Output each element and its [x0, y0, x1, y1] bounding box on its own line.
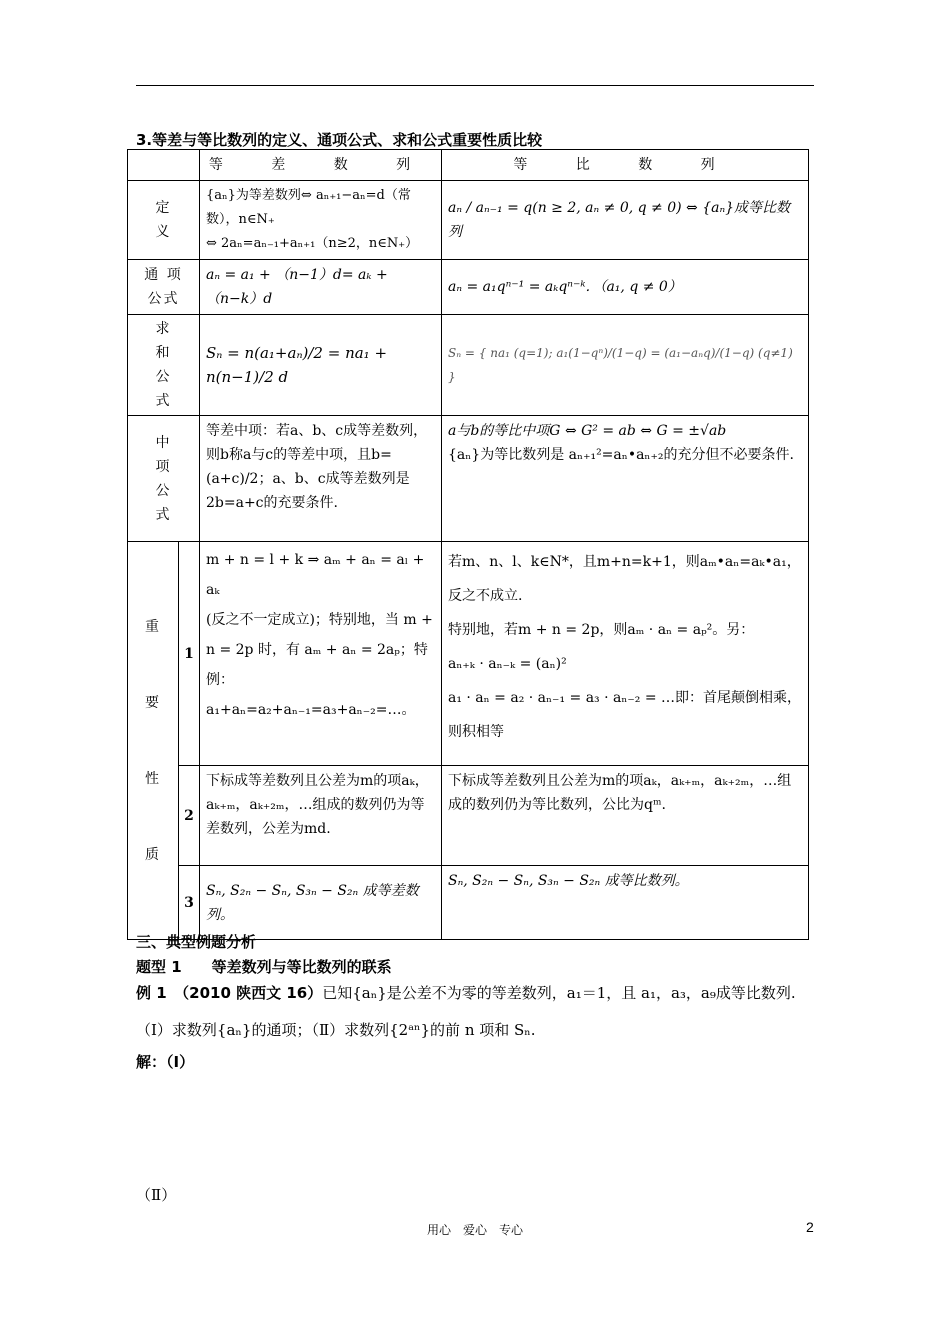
- label-properties: 重 要 性 质: [128, 542, 179, 940]
- page-footer: 用心 爱心 专心: [426, 1223, 523, 1237]
- row-property-2: [128, 766, 809, 866]
- property-3-arithmetic: Sₙ, S₂ₙ − Sₙ, S₃ₙ − S₂ₙ 成等差数列。: [200, 866, 442, 940]
- row-middle-term: [128, 416, 809, 542]
- label-general-term: 通 项 公式: [128, 260, 200, 315]
- geometric-mean-condition: {aₙ}为等比数列是 aₙ₊₁²=aₙ•aₙ₊₂的充分但不必要条件.: [448, 447, 794, 463]
- example1: [136, 983, 796, 1003]
- definition-arithmetic: {aₙ}为等差数列⇔ aₙ₊₁−aₙ=d（常数），n∈N₊ ⇔ 2aₙ=aₙ₋₁+aₙ₊₁（n≥2，n∈N₊）: [200, 181, 442, 260]
- example1-label: 例 1 （2010 陕西文 16）: [136, 984, 323, 1002]
- property-number: 2: [179, 766, 200, 866]
- middle-term-geometric: [442, 416, 809, 542]
- label-definition: 定 义: [128, 181, 200, 260]
- example1-text: 已知{aₙ}是公差不为零的等差数列，a₁＝1，且 a₁，a₃，a₉成等比数列.: [322, 984, 796, 1002]
- type1-title: 题型 1 等差数列与等比数列的联系: [136, 958, 392, 976]
- general-term-geometric: aₙ = a₁qⁿ⁻¹ = aₖqⁿ⁻ᵏ．（a₁, q ≠ 0）: [442, 260, 809, 315]
- header-geometric: 等 比 数 列: [442, 150, 809, 181]
- part2-label: （Ⅱ）: [136, 1186, 177, 1204]
- sum-arithmetic: Sₙ = n(a₁+aₙ)/2 = na₁ + n(n−1)/2 d: [200, 315, 442, 416]
- section-title: 3.等差与等比数列的定义、通项公式、求和公式重要性质比较: [136, 131, 543, 149]
- property-2-geometric: 下标成等差数列且公差为m的项aₖ，aₖ₊ₘ，aₖ₊₂ₘ，…组成的数列仍为等比数列，公比为qᵐ.: [442, 766, 809, 866]
- header-arithmetic: 等 差 数 列: [200, 150, 442, 181]
- row-sum: [128, 315, 809, 416]
- row-general-term: [128, 260, 809, 315]
- general-term-arithmetic: aₙ = a₁ + （n−1）d= aₖ + （n−k）d: [200, 260, 442, 315]
- example1-questions: （Ⅰ）求数列{aₙ}的通项；（Ⅱ）求数列{2ᵃⁿ}的前 n 项和 Sₙ.: [136, 1021, 536, 1039]
- property-2-arithmetic: 下标成等差数列且公差为m的项aₖ，aₖ₊ₘ，aₖ₊₂ₘ，…组成的数列仍为等差数列，公差为md.: [200, 766, 442, 866]
- label-middle-term: 中 项 公 式: [128, 416, 200, 542]
- label-sum: 求 和 公 式: [128, 315, 200, 416]
- header-rule: [136, 85, 814, 86]
- middle-term-arithmetic: 等差中项：若a、b、c成等差数列，则b称a与c的等差中项，且b=(a+c)/2；a、b、c成等差数列是2b=a+c的充要条件.: [200, 416, 442, 542]
- part3-title: 三、典型例题分析: [136, 933, 257, 951]
- property-number: 1: [179, 542, 200, 766]
- definition-geometric: aₙ / aₙ₋₁ = q(n ≥ 2, aₙ ≠ 0, q ≠ 0) ⇔ {aₙ}成等比数列: [442, 181, 809, 260]
- solution-label: 解：（Ⅰ）: [136, 1053, 195, 1071]
- property-1-geometric: 若m、n、l、k∈N*，且m+n=k+1，则aₘ•aₙ=aₖ•a₁，反之不成立. 特别地，若m + n = 2p，则aₘ · aₙ = aₚ²。另： aₙ₊ₖ · aₙ₋ₖ = (aₙ)² a₁ · aₙ = a₂ · aₙ₋₁ = a₃ · aₙ₋₂ = …即：首尾颠倒相乘，则积相等: [442, 542, 809, 766]
- geometric-mean-formula: a与b的等比中项G ⇔ G² = ab ⇔ G = ±√ab: [448, 423, 727, 439]
- row-property-1: [128, 542, 809, 766]
- page-number: 2: [806, 1219, 814, 1235]
- table-header-row: [128, 150, 809, 181]
- row-property-3: [128, 866, 809, 940]
- sum-geometric: Sₙ = { na₁ (q=1); a₁(1−qⁿ)/(1−q) = (a₁−aₙq)/(1−q) (q≠1) }: [442, 315, 809, 416]
- property-3-geometric: Sₙ, S₂ₙ − Sₙ, S₃ₙ − S₂ₙ 成等比数列。: [442, 866, 809, 940]
- property-number: 3: [179, 866, 200, 940]
- row-definition: [128, 181, 809, 260]
- property-1-arithmetic: m + n = l + k ⇒ aₘ + aₙ = aₗ + aₖ (反之不一定成立)；特别地，当 m + n = 2p 时，有 aₘ + aₙ = 2aₚ；特例： a₁+aₙ=a₂+aₙ₋₁=a₃+aₙ₋₂=…。: [200, 542, 442, 766]
- comparison-table: [127, 149, 809, 940]
